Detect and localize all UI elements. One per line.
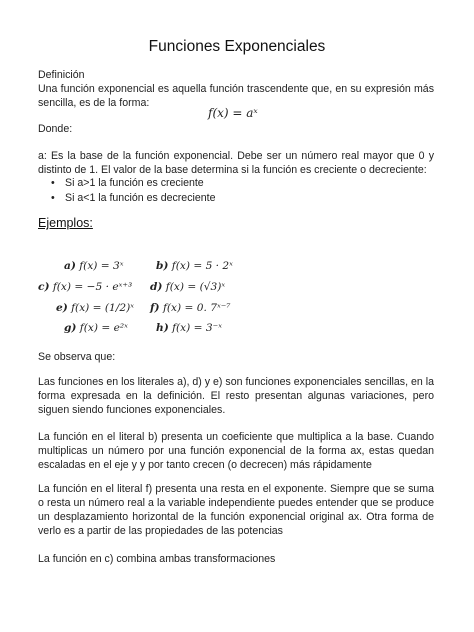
example-d: d) f(x) = (√3)ˣ bbox=[150, 281, 226, 293]
bullet-text: Si a<1 la función es decreciente bbox=[65, 192, 216, 204]
example-b: b) f(x) = 5 · 2ˣ bbox=[156, 260, 233, 272]
definition-label: Definición bbox=[38, 69, 85, 81]
bullet-dot-icon: • bbox=[51, 192, 55, 204]
example-a: a) f(x) = 3ˣ bbox=[64, 260, 124, 272]
paragraph-literal-f: La función en el literal f) presenta una resta en el exponente. Siempre que se suma o resta un número real a la variable independiente puedes entender que se produce un desplazamiento horizontal de la función exponencial original ax. Otra forma de verlo es a partir de las propiedades de las potencias bbox=[38, 483, 434, 537]
bullet-text: Si a>1 la función es creciente bbox=[65, 177, 204, 189]
paragraph-literal-c: La función en c) combina ambas transformaciones bbox=[38, 553, 276, 565]
definition-text: Una función exponencial es aquella función trascendente que, en su expresión más sencilla, es de la forma: bbox=[38, 83, 434, 109]
bullet-decreciente bbox=[51, 192, 215, 204]
example-h: h) f(x) = 3⁻ˣ bbox=[156, 322, 222, 334]
examples-heading: Ejemplos: bbox=[38, 216, 93, 230]
example-g: g) f(x) = e²ˣ bbox=[64, 322, 128, 334]
base-description: a: Es la base de la función exponencial. Debe ser un número real mayor que 0 y distinto de 1. El valor de la base determina si la función es creciente o decreciente: bbox=[38, 150, 434, 176]
example-e: e) f(x) = (1/2)ˣ bbox=[56, 302, 134, 314]
document-title: Funciones Exponenciales bbox=[148, 38, 326, 55]
bullet-dot-icon: • bbox=[51, 177, 55, 189]
donde-label: Donde: bbox=[38, 123, 73, 135]
observe-label: Se observa que: bbox=[38, 351, 116, 363]
example-c: c) f(x) = −5 · eˣ⁺³ bbox=[38, 281, 133, 293]
paragraph-literals-simple: Las funciones en los literales a), d) y e) son funciones exponenciales sencillas, en la forma expresada en la definición. El resto presentan algunas variaciones, pero siguen siendo funciones exponenciales. bbox=[38, 376, 434, 416]
bullet-creciente bbox=[51, 177, 204, 189]
example-f: f) f(x) = 0. 7ˣ⁻⁷ bbox=[150, 302, 231, 314]
paragraph-literal-b: La función en el literal b) presenta un coeficiente que multiplica a la base. Cuando multiplicas un número por una función exponencial de la forma ax, estas quedan escaladas en el eje y y por tanto crecen (o decrecen) más rápidamente bbox=[38, 431, 434, 471]
definition-formula: f(x) = aˣ bbox=[208, 106, 258, 120]
